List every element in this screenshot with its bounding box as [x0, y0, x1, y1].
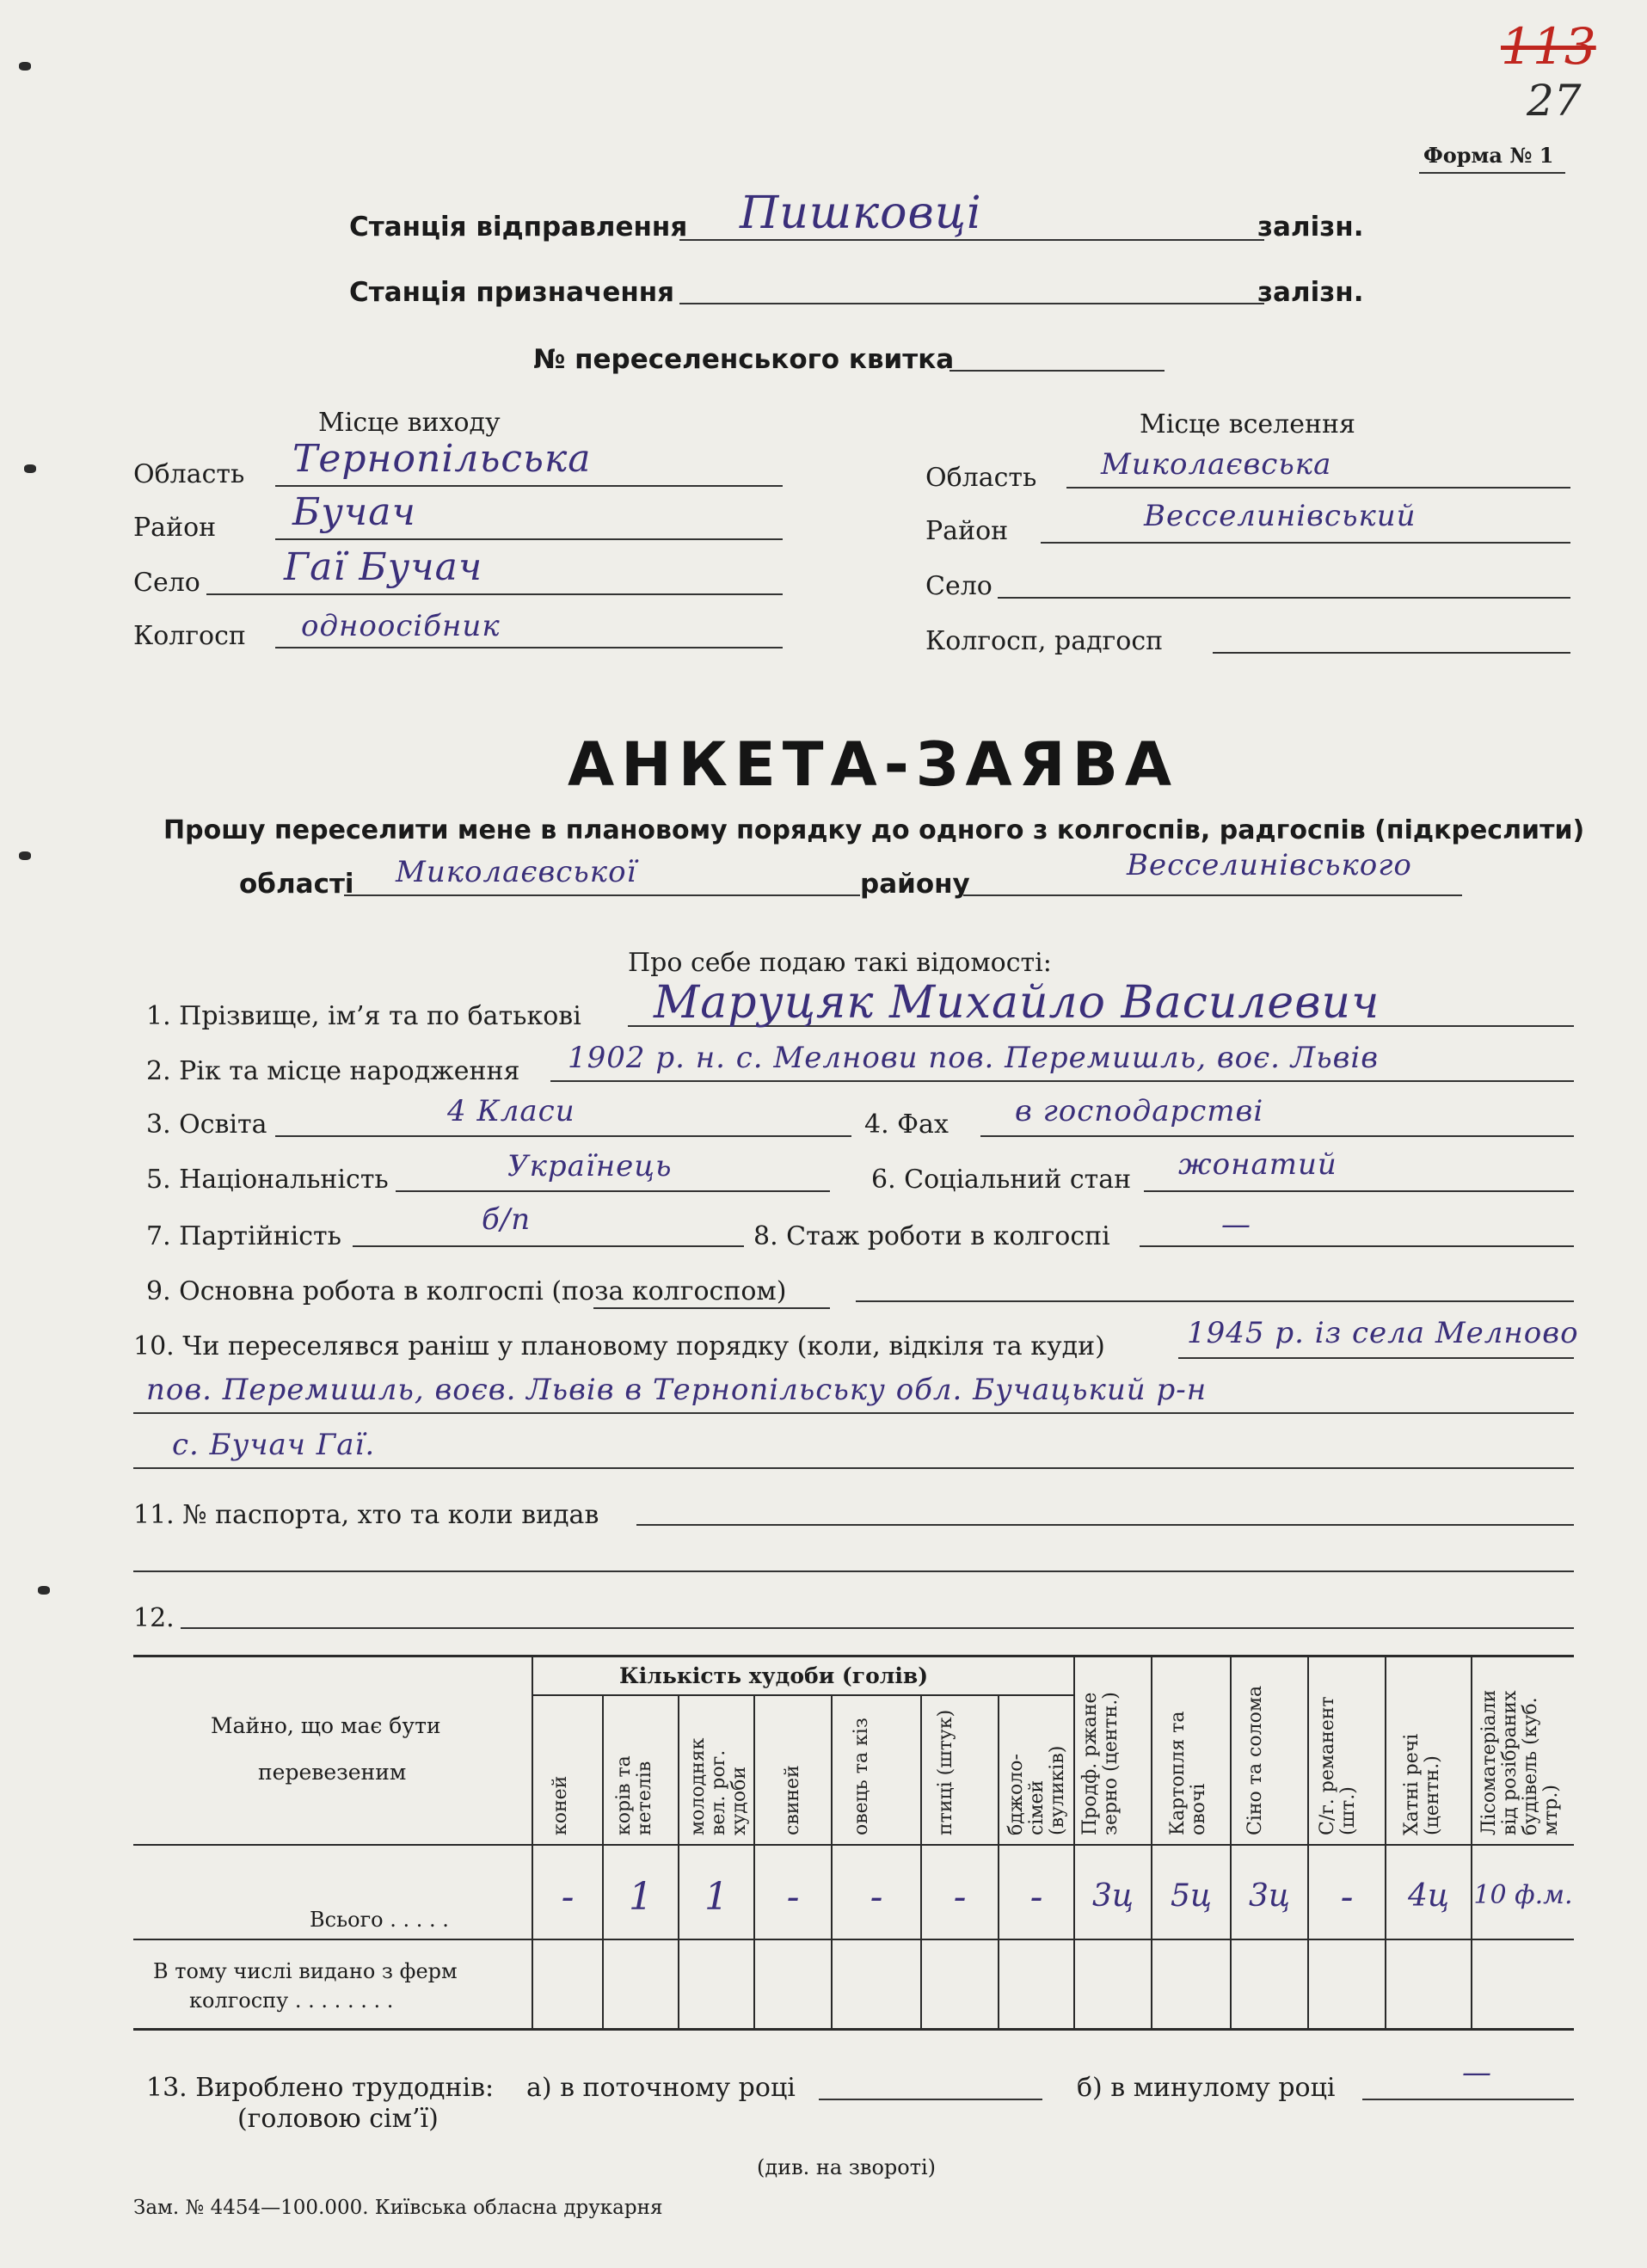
table-column-divider	[1073, 1655, 1075, 2028]
field-7-line	[353, 1245, 744, 1247]
ticket-label: № переселенського квитка	[533, 344, 955, 375]
field-8-line	[1140, 1245, 1574, 1247]
livestock-group-header: Кількість худоби (голів)	[619, 1663, 929, 1688]
field-11-label: 11. № паспорта, хто та коли видав	[133, 1500, 599, 1530]
rail-suffix: залізн.	[1257, 277, 1364, 308]
field-4-value: в господарстві	[1015, 1094, 1264, 1128]
row-farm-label-1: В тому числі видано з ферм	[153, 1959, 458, 1983]
punch-hole-mark	[19, 851, 31, 860]
field-10-line-2	[133, 1412, 1574, 1414]
workdays-label: 13. Вироблено трудоднів:	[146, 2073, 495, 2103]
field-10-value-2: пов. Перемишль, воєв. Львів в Тернопільську обл. Бучацький р-н	[146, 1373, 1208, 1407]
table-column-divider	[678, 1694, 679, 2028]
request-text: Прошу переселити мене в плановому порядку до одного з колгоспів, радгоспів (підкреслити)	[163, 815, 1585, 845]
field-7-value: б/п	[482, 1202, 532, 1237]
total-value: 4ц	[1407, 1878, 1450, 1914]
origin-oblast-value: Тернопільська	[292, 437, 592, 481]
property-label-1: Майно, що має бути	[211, 1713, 441, 1738]
total-value: 1	[704, 1875, 728, 1919]
column-header: Лісоматеріали від розібраних будівель (куб. мтр.)	[1478, 1689, 1562, 1835]
table-row-border	[133, 1939, 1574, 1940]
request-oblast-line	[344, 894, 860, 896]
workdays-previous-label: б) в минулому році	[1077, 2073, 1336, 2103]
field-2-value: 1902 р. н. с. Мелнови пов. Перемишль, воє. Львів	[568, 1041, 1380, 1075]
total-value: -	[561, 1875, 575, 1919]
field-11-line-2	[133, 1570, 1574, 1572]
destination-kolhosp-label: Колгосп, радгосп	[925, 626, 1164, 656]
field-3-line	[275, 1135, 851, 1137]
ticket-line	[949, 370, 1165, 372]
total-value: -	[1029, 1875, 1043, 1919]
destination-station-label: Станція призначення	[349, 277, 675, 308]
field-1-value: Маруцяк Михайло Василевич	[654, 977, 1380, 1029]
table-column-divider	[1151, 1655, 1152, 2028]
table-column-divider	[1307, 1655, 1309, 2028]
origin-kolhosp-line	[275, 647, 783, 648]
destination-oblast-label: Область	[925, 463, 1037, 493]
field-6-label: 6. Соціальний стан	[871, 1165, 1132, 1195]
rail-suffix: залізн.	[1257, 212, 1364, 243]
field-1-label: 1. Прізвище, ім’я та по батькові	[146, 1001, 581, 1031]
table-column-divider	[1471, 1655, 1472, 2028]
table-header-border	[133, 1844, 1574, 1846]
workdays-previous-line	[1362, 2099, 1574, 2100]
table-column-divider	[920, 1694, 922, 2028]
field-10-label: 10. Чи переселявся раніш у плановому порядку (коли, відкіля та куди)	[133, 1331, 1105, 1361]
column-header: Продф. ржане зерно (центн.)	[1079, 1692, 1122, 1835]
destination-selo-label: Село	[925, 571, 993, 601]
field-11-line-1	[636, 1524, 1574, 1526]
origin-kolhosp-value: одноосібник	[301, 609, 501, 643]
field-5-value: Українець	[507, 1149, 673, 1183]
request-raion-value: Весселинівського	[1127, 848, 1412, 882]
destination-oblast-value: Миколаєвська	[1101, 447, 1332, 482]
table-column-divider	[532, 1655, 533, 2028]
row-total-label: Всього . . . . .	[310, 1908, 449, 1932]
workdays-previous-value: —	[1462, 2056, 1492, 2090]
form-number: Форма № 1	[1423, 143, 1554, 168]
column-header: коней	[550, 1775, 571, 1835]
destination-station-line	[679, 303, 1264, 304]
punch-hole-mark	[24, 464, 36, 473]
field-9-label: 9. Основна робота в колгоспі (поза колгоспом)	[146, 1276, 787, 1306]
origin-selo-label: Село	[133, 568, 200, 598]
destination-oblast-line	[1066, 487, 1570, 489]
form-number-underline	[1419, 172, 1565, 174]
total-value: 5ц	[1170, 1878, 1213, 1914]
origin-oblast-label: Область	[133, 459, 245, 489]
column-header: свиней	[782, 1765, 803, 1835]
field-12-line	[181, 1627, 1574, 1629]
field-3-label: 3. Освіта	[146, 1109, 267, 1140]
request-raion-label: району	[860, 869, 970, 900]
field-8-label: 8. Стаж роботи в колгоспі	[753, 1221, 1110, 1251]
field-12-label: 12.	[133, 1603, 175, 1633]
printer-footer: Зам. № 4454—100.000. Київська обласна друкарня	[133, 2197, 663, 2219]
row-farm-label-2: колгоспу . . . . . . . .	[189, 1988, 394, 2013]
field-6-value: жонатий	[1178, 1147, 1337, 1182]
total-value: 3ц	[1248, 1878, 1291, 1914]
column-header: Картопля та овочі	[1167, 1711, 1209, 1835]
field-4-label: 4. Фах	[864, 1109, 949, 1140]
punch-hole-mark	[19, 62, 31, 71]
departure-station-value: Пишковці	[740, 187, 982, 239]
field-10-line-3	[133, 1467, 1574, 1469]
field-7-label: 7. Партійність	[146, 1221, 341, 1251]
table-column-divider	[1230, 1655, 1232, 2028]
archive-number: 27	[1527, 76, 1582, 126]
column-header: бджоло-сімей (вуликів)	[1005, 1745, 1068, 1835]
request-oblast-value: Миколаєвської	[396, 855, 637, 889]
origin-selo-value: Гаї Бучач	[284, 545, 483, 589]
origin-raion-label: Район	[133, 513, 217, 543]
column-header: Хатні речі (центн.)	[1401, 1733, 1443, 1835]
column-header: Сіно та солома	[1244, 1685, 1266, 1835]
table-column-divider	[753, 1694, 755, 2028]
punch-hole-mark	[38, 1586, 50, 1595]
field-4-line	[980, 1135, 1574, 1137]
origin-kolhosp-label: Колгосп	[133, 621, 246, 651]
document-title: АНКЕТА-ЗАЯВА	[568, 729, 1179, 800]
workdays-sublabel: (головою сім’ї)	[237, 2104, 439, 2134]
field-10-value-1: 1945 р. із села Мелново	[1187, 1316, 1579, 1350]
property-label-2: перевезеним	[258, 1760, 407, 1785]
destination-raion-label: Район	[925, 516, 1009, 546]
field-3-value: 4 Класи	[447, 1094, 575, 1128]
origin-heading: Місце виходу	[318, 408, 501, 438]
total-value: -	[1340, 1875, 1354, 1919]
table-column-divider	[831, 1694, 833, 2028]
destination-kolhosp-line	[1213, 652, 1570, 654]
origin-raion-value: Бучач	[292, 490, 416, 534]
field-5-label: 5. Національність	[146, 1165, 389, 1195]
total-value: -	[870, 1875, 883, 1919]
origin-oblast-line	[275, 485, 783, 487]
total-value: 1	[629, 1875, 653, 1919]
destination-raion-value: Весселинівський	[1144, 499, 1417, 533]
field-6-line	[1144, 1190, 1574, 1192]
field-5-line	[396, 1190, 830, 1192]
origin-selo-line	[206, 593, 783, 595]
column-header: овець та кіз	[851, 1718, 872, 1835]
destination-raion-line	[1041, 542, 1570, 544]
column-header: С/г. реманент (шт.)	[1317, 1696, 1359, 1835]
field-10-value-3: с. Бучач Гаї.	[172, 1428, 376, 1462]
column-header: корів та нетелів	[613, 1755, 655, 1835]
workdays-current-label: а) в поточному році	[526, 2073, 796, 2103]
table-column-divider	[998, 1694, 999, 2028]
total-value: 10 ф.м.	[1473, 1880, 1573, 1910]
total-value: -	[786, 1875, 800, 1919]
column-header: молодняк вел. рог. худоби	[687, 1737, 750, 1835]
departure-station-label: Станція відправлення	[349, 212, 688, 243]
table-top-border	[133, 1655, 1574, 1657]
field-9-underline	[593, 1307, 830, 1309]
turn-over-note: (див. на звороті)	[757, 2155, 937, 2179]
field-9-line	[856, 1300, 1574, 1302]
destination-selo-line	[998, 597, 1570, 599]
total-value: 3ц	[1091, 1878, 1134, 1914]
about-heading: Про себе подаю такі відомості:	[628, 948, 1052, 978]
request-raion-line	[963, 894, 1462, 896]
livestock-group-border	[532, 1694, 1073, 1696]
column-header: птиці (штук)	[935, 1709, 956, 1835]
table-bottom-border	[133, 2028, 1574, 2031]
request-oblast-label: області	[239, 869, 354, 900]
workdays-current-line	[819, 2099, 1042, 2100]
origin-raion-line	[275, 538, 783, 540]
field-2-label: 2. Рік та місце народження	[146, 1056, 520, 1086]
departure-station-line	[679, 239, 1264, 241]
field-8-value: —	[1221, 1208, 1251, 1242]
field-10-line-1	[1178, 1357, 1574, 1359]
archive-number-struck: 113	[1501, 17, 1596, 76]
field-2-line	[550, 1080, 1574, 1082]
table-column-divider	[1385, 1655, 1386, 2028]
destination-heading: Місце вселення	[1140, 409, 1355, 439]
total-value: -	[953, 1875, 967, 1919]
table-column-divider	[602, 1694, 604, 2028]
